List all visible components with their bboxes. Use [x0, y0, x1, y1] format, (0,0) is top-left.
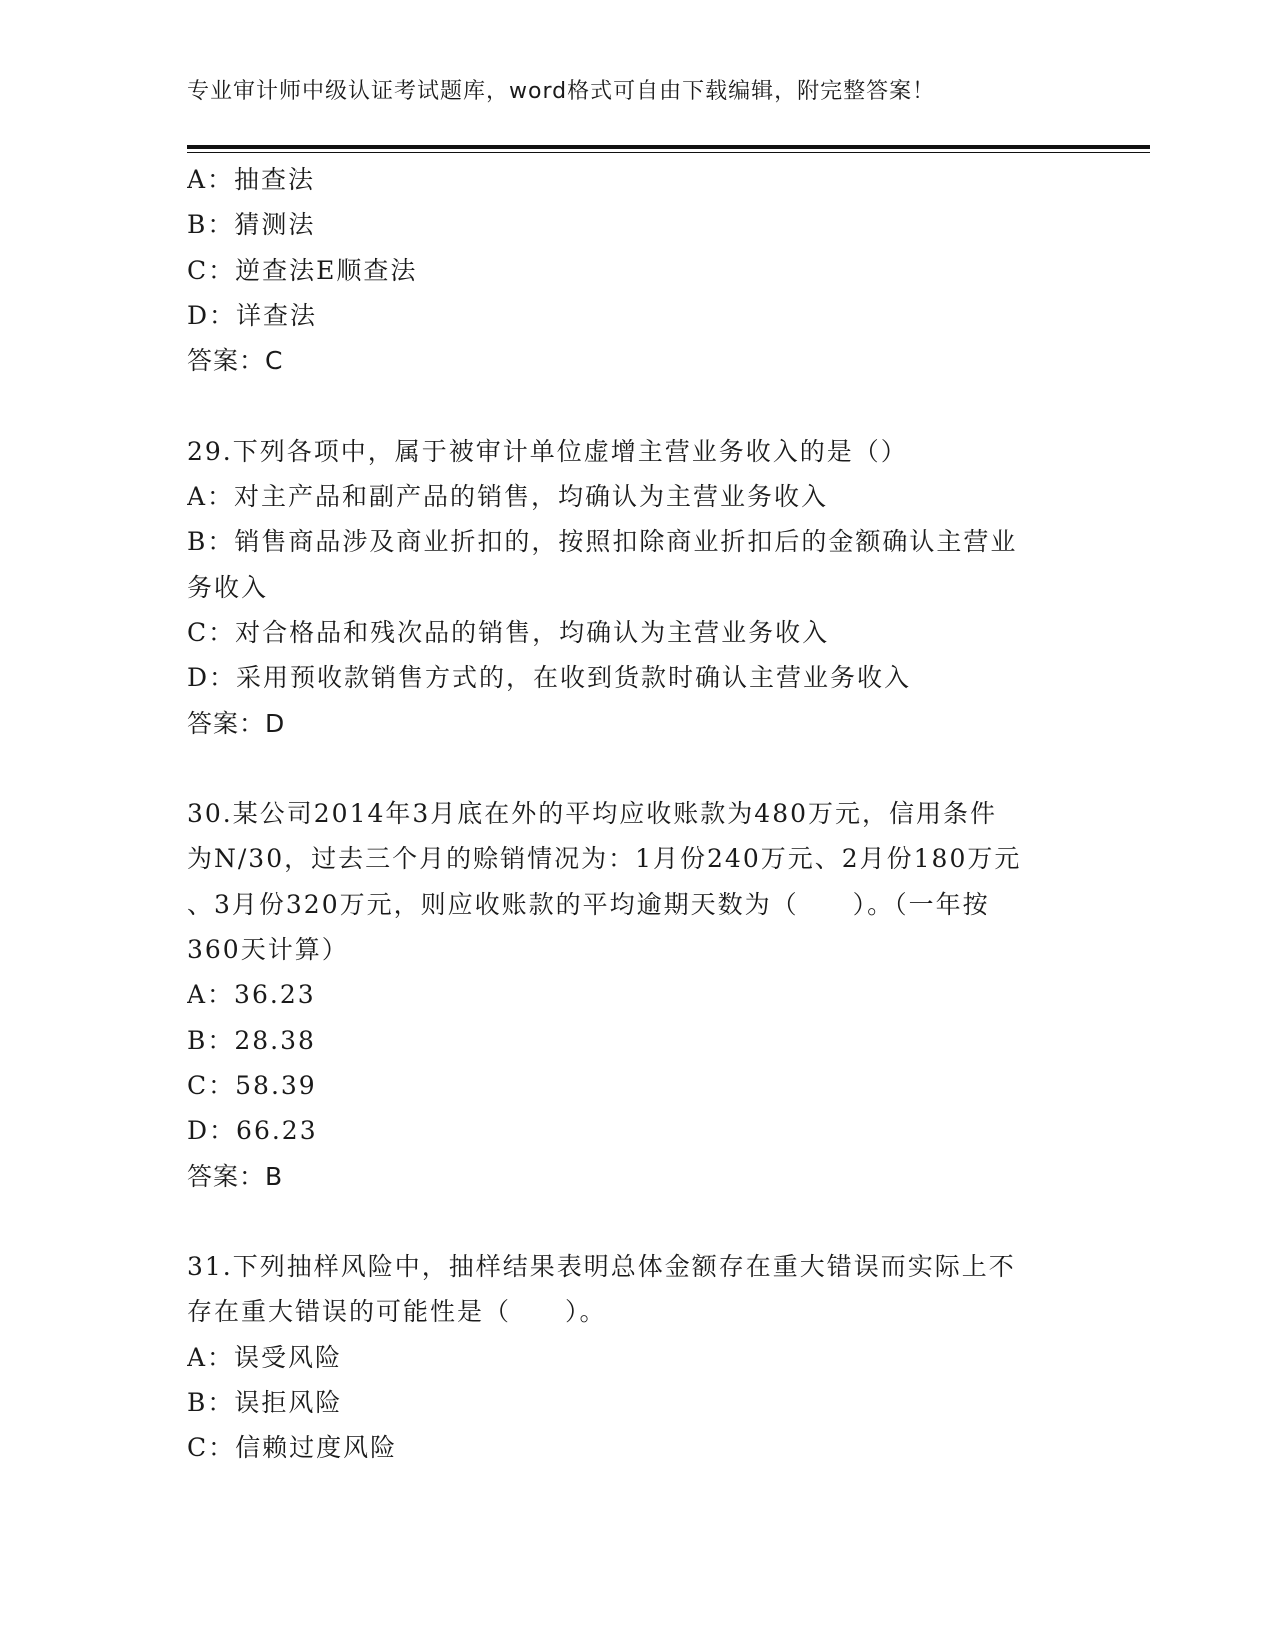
q28-answer: 答案：C [187, 346, 284, 376]
q29-option-c: C：对合格品和残次品的销售，均确认为主营业务收入 [187, 617, 830, 647]
q30-stem-line-2: 为N/30，过去三个月的赊销情况为：1月份240万元、2月份180万元 [187, 844, 1022, 874]
q29-option-b-cont: 务收入 [187, 572, 269, 602]
q30-option-c: C：58.39 [187, 1070, 317, 1100]
q29-option-b: B：销售商品涉及商业折扣的，按照扣除商业折扣后的金额确认主营业 [187, 527, 1018, 557]
q29-option-a: A：对主产品和副产品的销售，均确认为主营业务收入 [187, 482, 829, 512]
q28-option-c: C：逆查法E顺查法 [187, 255, 418, 285]
q31-stem-line-2: 存在重大错误的可能性是（ ）。 [187, 1297, 607, 1327]
q31-option-a: A：误受风险 [187, 1342, 343, 1372]
q30-stem-line-3: 、3月份320万元，则应收账款的平均逾期天数为（ ）。（一年按 [187, 889, 990, 919]
q30-option-a: A：36.23 [187, 980, 316, 1010]
q31-option-b: B：误拒风险 [187, 1388, 343, 1418]
header-rule-thick [187, 145, 1150, 149]
spacer [187, 383, 1087, 428]
q31-option-c: C：信赖过度风险 [187, 1433, 398, 1463]
q29-answer: 答案：D [187, 708, 286, 738]
q29-option-d: D：采用预收款销售方式的，在收到货款时确认主营业务收入 [187, 663, 912, 693]
q28-option-b: B：猜测法 [187, 210, 316, 240]
q31-stem-line-1: 31.下列抽样风险中，抽样结果表明总体金额存在重大错误而实际上不 [187, 1252, 1016, 1282]
q30-option-b: B：28.38 [187, 1025, 316, 1055]
spacer [187, 746, 1087, 791]
page-header: 专业审计师中级认证考试题库，word格式可自由下载编辑，附完整答案！ [187, 79, 936, 104]
q30-answer: 答案：B [187, 1161, 284, 1191]
document-body [187, 157, 1087, 1471]
header-rule-thin [187, 152, 1150, 153]
q28-option-d: D：详查法 [187, 300, 318, 330]
q28-option-a: A：抽查法 [187, 165, 316, 194]
q29-stem: 29.下列各项中，属于被审计单位虚增主营业务收入的是（） [187, 436, 908, 466]
q30-option-d: D：66.23 [187, 1116, 318, 1146]
q30-stem-line-4: 360天计算） [187, 935, 349, 965]
q30-stem-line-1: 30.某公司2014年3月底在外的平均应收账款为480万元，信用条件 [187, 799, 998, 829]
spacer [187, 1199, 1087, 1244]
